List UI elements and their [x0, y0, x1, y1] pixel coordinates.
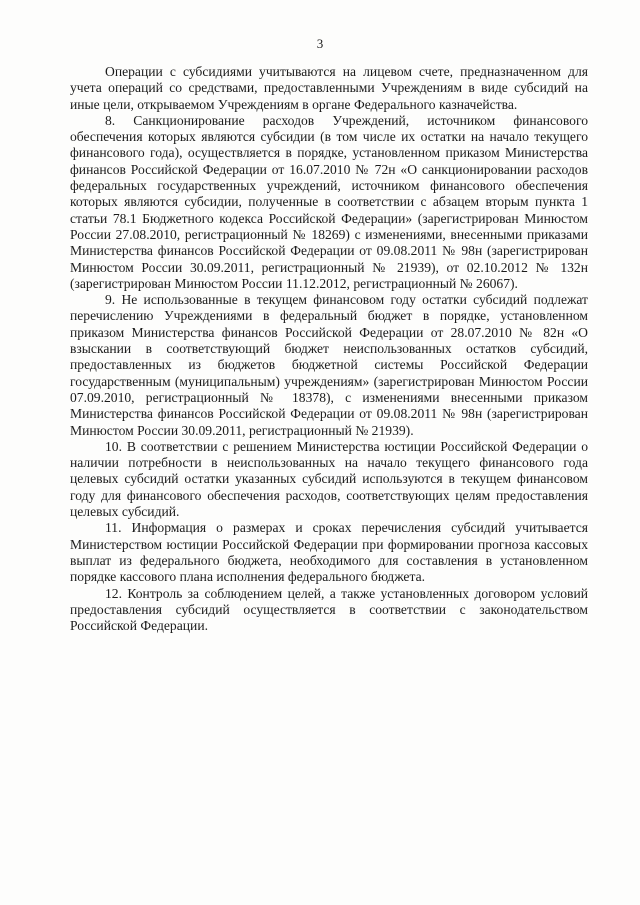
- page-number: 3: [316, 36, 324, 51]
- paragraph-12-control: 12. Контроль за соблюдением целей, а также установленных договором условий предоставления субсидий осуществляется в соответствии с законодательством Российской Федерации.: [70, 585, 588, 634]
- paragraph-9-unused-balances: 9. Не использованные в текущем финансовом году остатки субсидий подлежат перечислению Учреждениями в федеральный бюджет в порядке, установленном приказом Министерства финансов Российской Федерации от 28.07.2010 № 82н «О взыскании в соответствующий бюджет неиспользованных остатков субсидий, предоставленных из бюджетов бюджетной системы Российской Федерации государственным (муниципальным) учреждениям» (зарегистрирован Минюстом России 07.09.2010, регистрационный № 18378), с изменениями внесенными приказом Министерства финансов Российской Федерации от 09.08.2011 № 98н (зарегистрирован Минюстом России 30.09.2011, регистрационный № 21939).: [70, 292, 588, 438]
- paragraph-11-information: 11. Информация о размерах и сроках перечисления субсидий учитывается Министерством юстиции Российской Федерации при формировании прогноза кассовых выплат из федерального бюджета, необходимого для составления в установленном порядке кассового плана исполнения федерального бюджета.: [70, 520, 588, 585]
- paragraph-8-sanctioning: 8. Санкционирование расходов Учреждений, источником финансового обеспечения которых являются субсидии (в том числе их остатки на начало текущего финансового года), осуществляется в порядке, установленном приказом Министерства финансов Российской Федерации от 16.07.2010 № 72н «О санкционировании расходов федеральных государственных учреждений, источником финансового обеспечения которых являются субсидии, полученные в соответствии с абзацем вторым пункта 1 статьи 78.1 Бюджетного кодекса Российской Федерации» (зарегистрирован Минюстом России 27.08.2010, регистрационный № 18269) с изменениями, внесенными приказами Министерства финансов Российской Федерации от 09.08.2011 № 98н (зарегистрирован Минюстом России 30.09.2011, регистрационный № 21939), от 02.10.2012 № 132н (зарегистрирован Минюстом России 11.12.2012, регистрационный № 26067).: [70, 112, 588, 291]
- document-body: [70, 64, 588, 634]
- paragraph-10-justice-ministry-decision: 10. В соответствии с решением Министерства юстиции Российской Федерации о наличии потребности в неиспользованных на начало текущего финансового года целевых субсидий остатки указанных субсидий используются в текущем финансовом году для финансового обеспечения расходов, соответствующих целям предоставления целевых субсидий.: [70, 438, 588, 520]
- paragraph-subsidy-operations: Операции с субсидиями учитываются на лицевом счете, предназначенном для учета операций со средствами, предоставленными Учреждениям в виде субсидий на иные цели, открываемом Учреждениям в органе Федерального казначейства.: [70, 64, 588, 112]
